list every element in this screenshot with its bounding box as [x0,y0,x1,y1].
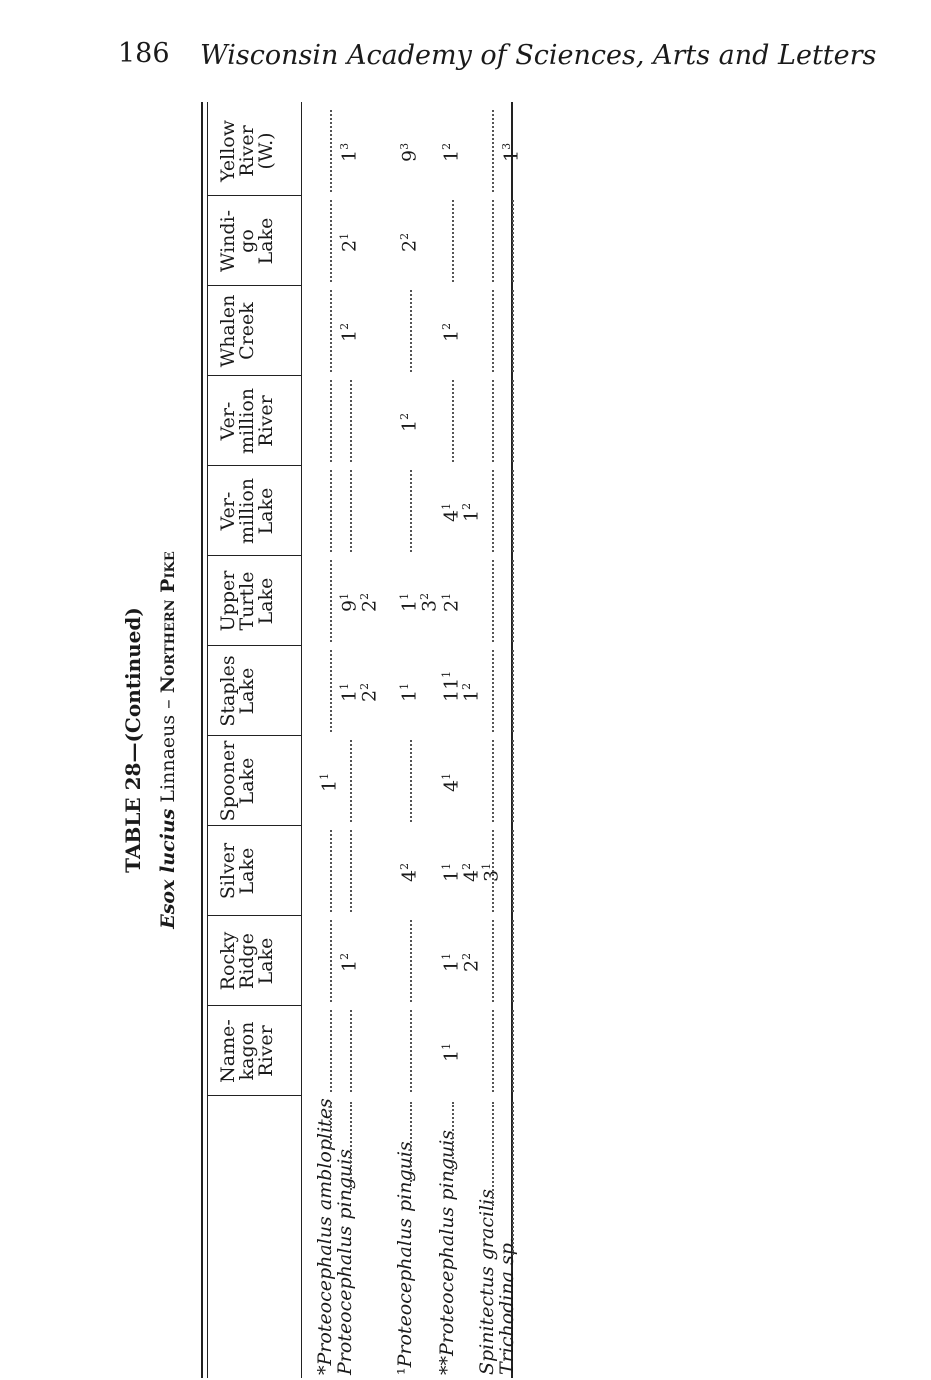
column-header-line: Lake [236,667,258,715]
dot-leader [512,560,514,642]
cell-value [415,593,439,612]
cell-count: 2 [460,959,483,972]
cell-count: 1 [440,1049,463,1062]
cell-superscript: 2 [440,142,453,150]
dot-leader [330,830,332,912]
cell-count: 1 [440,959,463,972]
dot-leader [512,470,514,552]
dot-leader [330,1102,332,1149]
cell-value [395,683,419,702]
dot-leader [512,380,514,462]
cell-superscript: 2 [358,592,371,600]
cell-count: 1 [440,149,463,162]
cell-count: 3 [418,599,441,612]
cell-count: 1 [338,959,361,972]
dot-leader [492,920,494,1002]
dot-leader [330,920,332,1002]
cell-superscript: 2 [338,322,351,330]
column-header-line: Spooner [217,740,239,822]
cell-superscript: 2 [398,412,411,420]
species-label: Spinitectus gracilis [476,1189,498,1375]
dot-leader [452,380,454,462]
cell-superscript: 1 [338,232,351,240]
footnote-marker: * [314,1365,336,1375]
cell-superscript: 3 [338,142,351,150]
column-header-line: Ver- [217,401,239,441]
column-header [219,197,276,285]
column-header-line: million [236,478,258,544]
cell-value [315,773,339,792]
cell-count: 1 [440,869,463,882]
table-subcaption [157,102,179,1378]
cell-count: 4 [440,779,463,792]
species-name [477,1189,497,1375]
column-header [219,917,276,1005]
species-name [315,1098,335,1375]
cell-superscript: 1 [440,670,453,678]
column-header-line: Lake [255,217,277,265]
column-header-line: Turtle [236,571,258,631]
cell-superscript: 1 [480,862,493,870]
column-header-line: Creek [236,302,258,360]
column-header-line: Name- [217,1019,239,1083]
dot-leader [512,1010,514,1092]
dot-leader [512,290,514,372]
cell-superscript: 1 [398,592,411,600]
rotated-table [121,102,521,1378]
cell-superscript: 1 [440,502,453,510]
column-header [219,737,257,825]
column-header-line: River [255,1025,277,1077]
cell-value [395,233,419,252]
cell-value [355,683,379,702]
dot-leader [492,1010,494,1092]
top-rule [201,102,203,1378]
caption-species: Esox lucius [157,808,179,929]
dot-leader [350,740,352,822]
species-label: Proteocephalus ambloplites [314,1098,336,1366]
column-header-line: go [236,229,258,253]
dot-leader [492,740,494,822]
column-header-line: River [255,395,277,447]
dot-leader [330,1010,332,1092]
dot-leader [330,650,332,732]
dot-leader [452,1102,454,1174]
species-label: Trichodina sp. [496,1237,518,1375]
cell-count: 4 [460,869,483,882]
cell-count: 2 [358,599,381,612]
column-header [219,377,276,465]
column-header-line: Windi- [217,209,239,273]
dot-leader [330,200,332,282]
species-label: Proteocephalus pinguis [394,1141,416,1368]
cell-superscript: 1 [440,862,453,870]
header-rule [301,102,302,1378]
running-title: Wisconsin Academy of Sciences, Arts and Letters [200,40,877,71]
cell-value [335,323,359,342]
column-divider [207,195,301,196]
cell-value [457,683,481,702]
column-divider [207,645,301,646]
cell-value [395,413,419,432]
column-header-line: Rocky [217,931,239,991]
cell-value [437,773,461,792]
column-header-line: Ver- [217,491,239,531]
cell-count: 1 [398,419,421,432]
cell-count: 9 [398,149,421,162]
species-name [437,1130,457,1375]
column-divider [207,1005,301,1006]
dot-leader [512,920,514,1002]
dot-leader [492,560,494,642]
column-divider [207,375,301,376]
dot-leader [492,830,494,912]
cell-value [395,143,419,162]
cell-superscript: 2 [338,952,351,960]
column-header-line: Lake [255,937,277,985]
dot-leader [330,110,332,192]
column-divider [207,285,301,286]
cell-superscript: 3 [500,142,513,150]
cell-value [437,593,461,612]
cell-count: 2 [440,599,463,612]
dot-leader [350,830,352,912]
dot-leader [330,470,332,552]
cell-value [437,143,461,162]
column-header-line: Whalen [217,294,239,368]
cell-count: 1 [500,149,523,162]
cell-count: 4 [398,869,421,882]
species-label: Proteocephalus pinguis [436,1129,458,1356]
column-divider [207,735,301,736]
cell-value [335,953,359,972]
cell-superscript: 2 [460,682,473,690]
dot-leader [410,290,412,372]
column-divider [207,465,301,466]
cell-count: 1 [318,779,341,792]
dot-leader [452,200,454,282]
cell-value [437,1043,461,1062]
column-header [219,557,276,645]
cell-count: 1 [440,329,463,342]
cell-superscript: 1 [338,592,351,600]
column-header-line: kagon [236,1021,258,1081]
column-header [219,467,276,555]
caption-common-name: Northern Pike [157,551,179,694]
cell-count: 2 [358,689,381,702]
cell-count: 9 [338,599,361,612]
dot-leader [410,920,412,1002]
dot-leader [330,560,332,642]
cell-superscript: 1 [440,772,453,780]
species-name [395,1141,415,1375]
cell-value [355,593,379,612]
table-caption: TABLE 28—(Continued) [121,607,145,873]
dot-leader [492,470,494,552]
species-label: Proteocephalus pinguis [334,1148,356,1375]
column-header-line: Yellow [217,120,239,182]
cell-superscript: 2 [398,232,411,240]
cell-count: 1 [338,329,361,342]
column-header-line: Silver [217,842,239,900]
cell-count: 1 [460,509,483,522]
dot-leader [350,380,352,462]
dot-leader [330,380,332,462]
column-header [219,827,257,915]
cell-count: 4 [440,509,463,522]
cell-value [477,863,501,882]
column-header [219,1007,276,1095]
caption-author: Linnaeus – [157,693,179,809]
cell-value [335,233,359,252]
column-header [219,287,257,375]
cell-count: 1 [398,599,421,612]
dot-leader [350,1010,352,1092]
column-header-line: Staples [217,655,239,727]
top-rule-inner [207,102,208,1378]
cell-value [457,503,481,522]
column-header-line: Lake [255,577,277,625]
dot-leader [512,740,514,822]
cell-count: 2 [398,239,421,252]
column-header-line: Lake [236,847,258,895]
column-divider [207,555,301,556]
dot-leader [512,200,514,282]
dot-leader [492,1102,494,1206]
cell-count: 1 [460,689,483,702]
dot-leader [410,470,412,552]
cell-superscript: 1 [318,772,331,780]
cell-value [437,323,461,342]
cell-superscript: 2 [418,592,431,600]
footnote-marker: ** [436,1356,458,1375]
dot-leader [492,290,494,372]
species-name [497,1237,517,1375]
dot-leader [512,650,514,732]
cell-count: 3 [480,869,503,882]
cell-superscript: 1 [440,1042,453,1050]
dot-leader [492,380,494,462]
cell-count: 11 [440,677,463,702]
column-header-line: Lake [236,757,258,805]
cell-superscript: 3 [398,142,411,150]
column-header-line: River [236,125,258,177]
cell-value [395,863,419,882]
cell-value [457,953,481,972]
column-divider [207,1095,301,1096]
dot-leader [512,830,514,912]
page-header [118,38,877,78]
cell-superscript: 1 [440,952,453,960]
cell-superscript: 2 [460,952,473,960]
column-divider [207,825,301,826]
cell-count: 1 [338,149,361,162]
species-name [335,1149,355,1375]
dot-leader [492,200,494,282]
page-number: 186 [118,38,170,69]
cell-superscript: 1 [440,592,453,600]
column-header-line: Ridge [236,933,258,989]
column-divider [207,915,301,916]
column-header-line: million [236,388,258,454]
cell-count: 1 [398,689,421,702]
footnote-marker: ¹ [394,1367,416,1375]
dot-leader [492,110,494,192]
column-header-line: Lake [255,487,277,535]
dot-leader [492,650,494,732]
cell-superscript: 1 [398,682,411,690]
cell-superscript: 2 [440,322,453,330]
column-header [219,647,257,735]
cell-superscript: 2 [398,862,411,870]
cell-value [497,143,521,162]
column-header-line: Upper [217,570,239,632]
dot-leader [350,1102,352,1190]
column-header [219,107,276,195]
dot-leader [330,290,332,372]
dot-leader [410,740,412,822]
cell-superscript: 2 [358,682,371,690]
dot-leader [350,470,352,552]
column-header-line: (W.) [255,132,277,170]
dot-leader [410,1010,412,1092]
cell-count: 2 [338,239,361,252]
dot-leader [410,1102,412,1182]
cell-superscript: 2 [460,502,473,510]
cell-superscript: 1 [338,682,351,690]
cell-count: 1 [338,689,361,702]
dot-leader [512,1102,514,1255]
cell-value [335,143,359,162]
cell-superscript: 2 [460,862,473,870]
